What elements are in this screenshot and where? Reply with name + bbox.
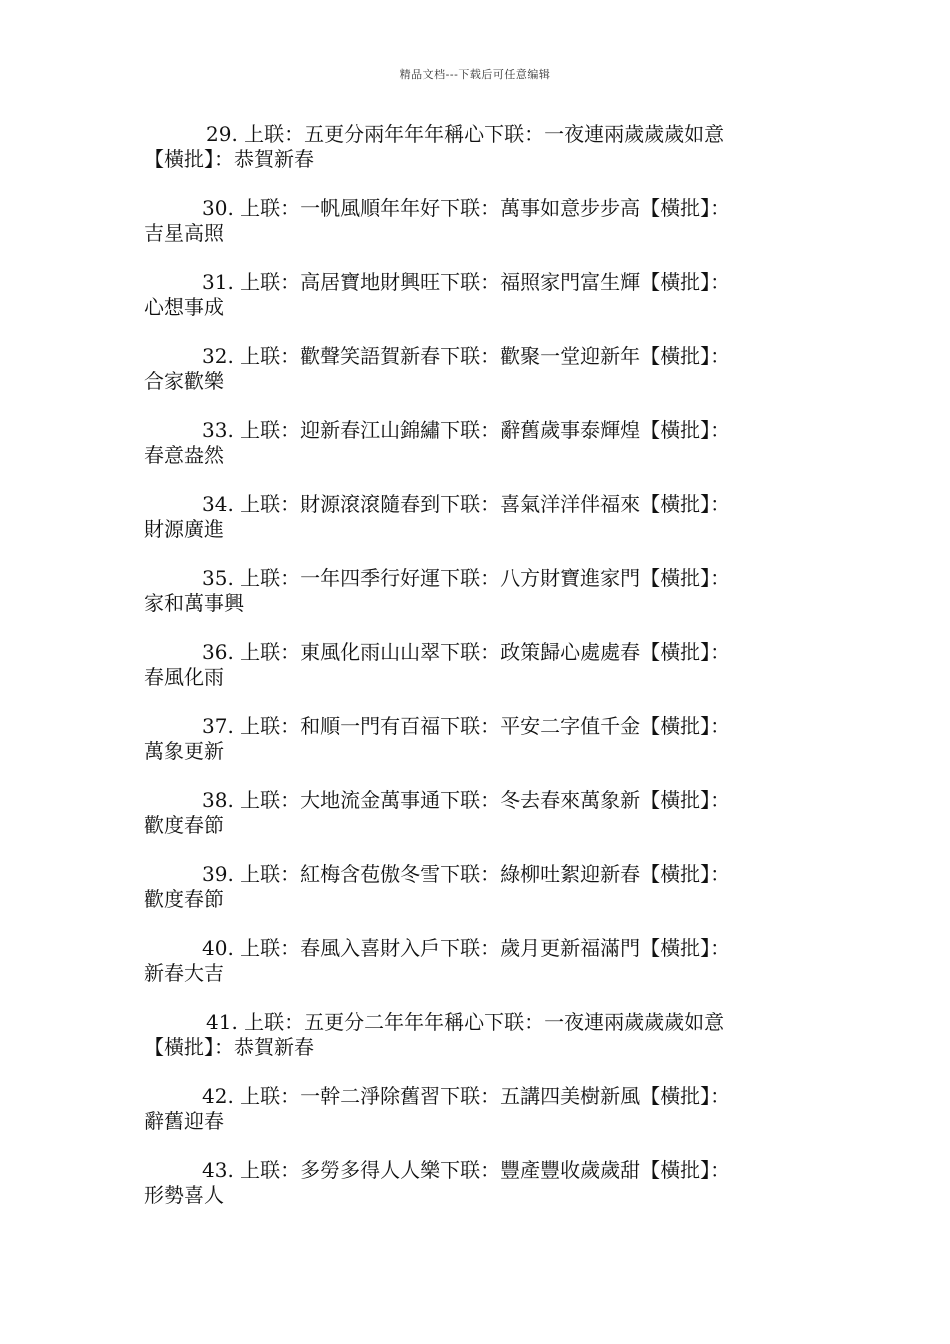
couplet-continuation: 形勢喜人 [144,1183,224,1207]
couplet-continuation: 家和萬事興 [144,591,244,615]
couplet-line: 29. 上联：五更分兩年年年稱心下联：一夜連兩歲歲歲如意 [206,122,725,146]
couplet-entry [144,1084,812,1134]
couplet-entry [144,566,812,616]
couplet-line: 35. 上联：一年四季行好運下联：八方財寶進家門【橫批】： [202,566,731,590]
couplet-entry [144,936,812,986]
couplet-line: 43. 上联：多勞多得人人樂下联：豐產豐收歲歲甜【橫批】： [202,1158,731,1182]
couplet-continuation: 合家歡樂 [144,369,224,393]
couplet-continuation: 【橫批】：恭賀新春 [144,147,314,171]
couplet-entry [144,492,812,542]
couplet-line: 32. 上联：歡聲笑語賀新春下联：歡聚一堂迎新年【橫批】： [202,344,731,368]
couplet-line: 30. 上联：一帆風順年年好下联：萬事如意步步高【橫批】： [202,196,731,220]
couplet-continuation: 歡度春節 [144,887,224,911]
couplet-entry [144,122,812,172]
couplet-entry [144,1010,812,1060]
couplet-line: 39. 上联：紅梅含苞傲冬雪下联：綠柳吐絮迎新春【橫批】： [202,862,731,886]
couplet-line: 41. 上联：五更分二年年年稱心下联：一夜連兩歲歲歲如意 [206,1010,725,1034]
couplet-entry [144,862,812,912]
couplet-line: 34. 上联：財源滾滾隨春到下联：喜氣洋洋伴福來【橫批】： [202,492,731,516]
couplet-entry [144,418,812,468]
couplet-line: 31. 上联：高居寶地財興旺下联：福照家門富生輝【橫批】： [202,270,731,294]
couplet-continuation: 春風化雨 [144,665,224,689]
couplet-entry [144,640,812,690]
couplet-line: 40. 上联：春風入喜財入戶下联：歲月更新福滿門【橫批】： [202,936,731,960]
couplet-entry [144,788,812,838]
couplet-continuation: 【橫批】：恭賀新春 [144,1035,314,1059]
couplet-continuation: 新春大吉 [144,961,224,985]
couplet-line: 37. 上联：和順一門有百福下联：平安二字值千金【橫批】： [202,714,731,738]
couplet-line: 33. 上联：迎新春江山錦繡下联：辭舊歲事泰輝煌【橫批】： [202,418,731,442]
couplet-line: 36. 上联：東風化雨山山翠下联：政策歸心處處春【橫批】： [202,640,731,664]
couplet-continuation: 歡度春節 [144,813,224,837]
couplet-list [144,122,812,1232]
couplet-line: 42. 上联：一幹二淨除舊習下联：五講四美樹新風【橫批】： [202,1084,731,1108]
couplet-continuation: 春意盎然 [144,443,224,467]
couplet-continuation: 萬象更新 [144,739,224,763]
page-header: 精品文档---下载后可任意编辑 [399,68,551,81]
couplet-continuation: 財源廣進 [144,517,224,541]
couplet-entry [144,270,812,320]
couplet-line: 38. 上联：大地流金萬事通下联：冬去春來萬象新【橫批】： [202,788,731,812]
couplet-entry [144,344,812,394]
couplet-entry [144,714,812,764]
couplet-continuation: 辭舊迎春 [144,1109,224,1133]
couplet-continuation: 吉星高照 [144,221,224,245]
couplet-entry [144,1158,812,1208]
couplet-entry [144,196,812,246]
couplet-continuation: 心想事成 [144,295,224,319]
